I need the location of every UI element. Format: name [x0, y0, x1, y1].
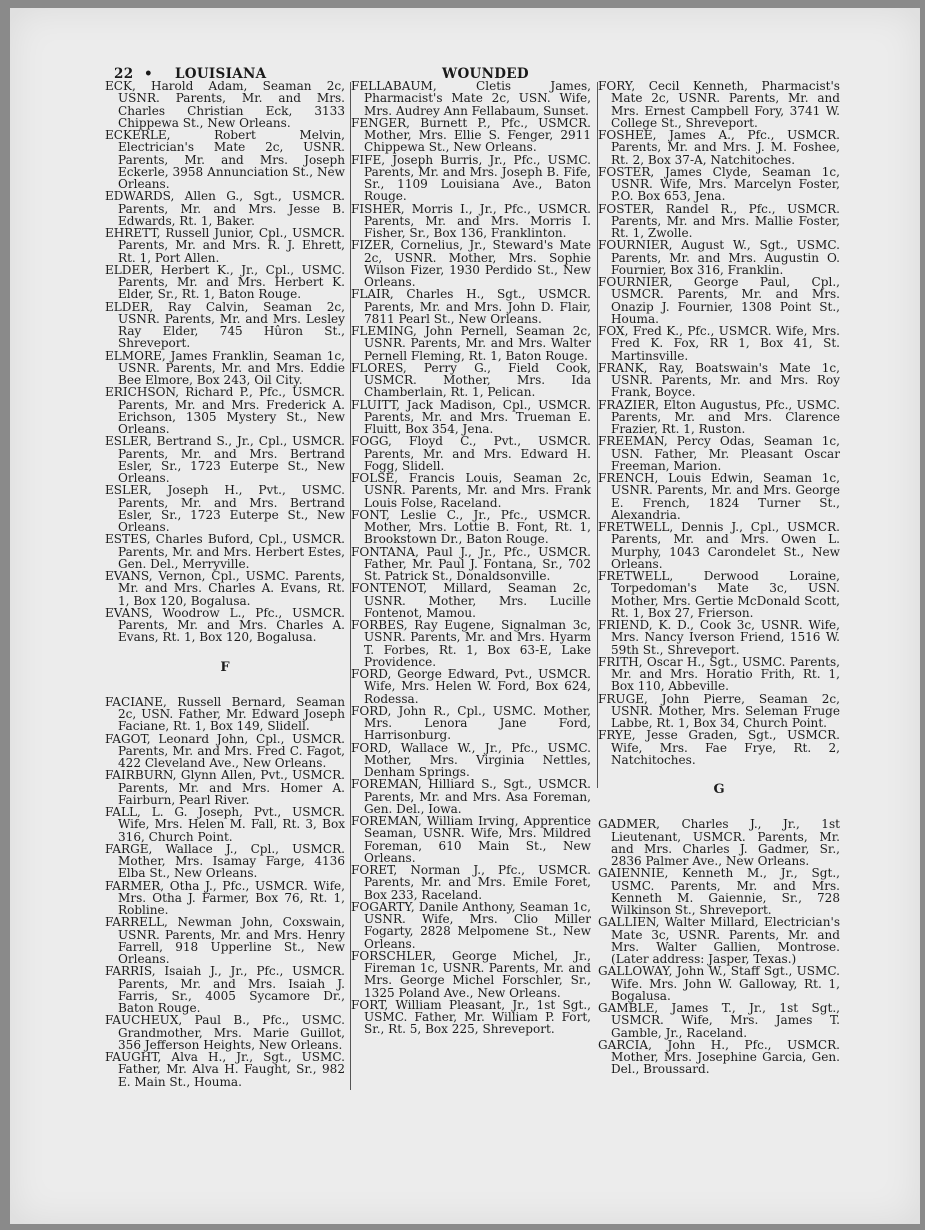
casualty-entry: FOSTER, James Clyde, Seaman 1c, USNR. Wife, Mrs. Marcelyn Foster, P.O. Box 653, Jena. — [598, 164, 840, 204]
casualty-entry: FRANK, Ray, Boatswain's Mate 1c, USNR. Parents, Mr. and Mrs. Roy Frank, Boyce. — [598, 360, 840, 400]
casualty-entry: FARGE, Wallace J., Cpl., USMCR. Mother, Mrs. Isamay Farge, 4136 Elba St., New Orleans. — [105, 841, 345, 881]
casualty-entry: FARMER, Otha J., Pfc., USMCR. Wife, Mrs. Otha J. Farmer, Box 76, Rt. 1, Robline. — [105, 878, 345, 917]
casualty-entry: ELDER, Herbert K., Jr., Cpl., USMC. Parents, Mr. and Mrs. Herbert K. Elder, Sr., Rt. 1, Baton Rouge. — [105, 262, 345, 302]
casualty-entry: FENGER, Burnett P., Pfc., USMCR. Mother, Mrs. Ellie S. Fenger, 2911 Chippewa St., New Orleans. — [351, 115, 591, 155]
casualty-entry: FOREMAN, Hilliard S., Sgt., USMCR. Parents, Mr. and Mrs. Asa Foreman, Gen. Del., Iowa. — [351, 777, 591, 816]
casualty-entry: GALLIEN, Walter Millard, Electrician's Mate 3c, USNR. Parents, Mr. and Mrs. Walter Gallien, Montrose. (Later address: Jasper, Texas.) — [598, 915, 840, 966]
casualty-entry: FARRIS, Isaiah J., Jr., Pfc., USMCR. Parents, Mr. and Mrs. Isaiah J. Farris, Sr., 4005 Sycamore Dr., Baton Rouge. — [105, 964, 345, 1015]
casualty-entry: FONTANA, Paul J., Jr., Pfc., USMCR. Father, Mr. Paul J. Fontana, Sr., 702 St. Patrick St., Donaldsonville. — [351, 544, 591, 583]
casualty-entry: FORY, Cecil Kenneth, Pharmacist's Mate 2c, USNR. Parents, Mr. and Mrs. Ernest Campbell Fory, 3741 W. College St., Shreveport. — [598, 79, 840, 130]
casualty-entry: FORBES, Ray Eugene, Signalman 3c, USNR. Parents, Mr. and Mrs. Hyarm T. Forbes, Rt. 1, Box 63-E, Lake Providence. — [351, 618, 591, 669]
casualty-entry: GARCIA, John H., Pfc., USMCR. Mother, Mrs. Josephine Garcia, Gen. Del., Broussard. — [598, 1037, 840, 1077]
casualty-entry: FRUGE, John Pierre, Seaman 2c, USNR. Mother, Mrs. Seleman Fruge Labbe, Rt. 1, Box 34, Church Point. — [598, 691, 840, 730]
casualty-entry: GAIENNIE, Kenneth M., Jr., Sgt., USMC. Parents, Mr. and Mrs. Kenneth M. Gaiennie, Sr., 728 Wilkinson St., Shreveport. — [598, 866, 840, 917]
column-2 — [351, 80, 591, 1036]
section-letter: G — [713, 782, 725, 797]
casualty-entry: ELMORE, James Franklin, Seaman 1c, USNR. Parents, Mr. and Mrs. Eddie Bee Elmore, Box 243, Oil City. — [105, 348, 345, 387]
casualty-entry: ECK, Harold Adam, Seaman 2c, USNR. Parents, Mr. and Mrs. Charles Christian Eck, 3133 Chippewa St., New Orleans. — [105, 79, 345, 130]
casualty-entry: FAUGHT, Alva H., Jr., Sgt., USMC. Father, Mr. Alva H. Faught, Sr., 982 E. Main St., Houma. — [105, 1050, 345, 1089]
casualty-entry: FRYE, Jesse Graden, Sgt., USMCR. Wife, Mrs. Fae Frye, Rt. 2, Natchitoches. — [598, 728, 840, 767]
casualty-entry: FONTENOT, Millard, Seaman 2c, USNR. Mother, Mrs. Lucille Fontenot, Mamou. — [351, 581, 591, 620]
column-1 — [105, 80, 345, 1088]
casualty-entry: FOGARTY, Danile Anthony, Seaman 1c, USNR. Wife, Mrs. Clio Miller Fogarty, 2828 Melpomene St., New Orleans. — [351, 899, 591, 951]
column-3 — [598, 80, 840, 1076]
casualty-entry: EDWARDS, Allen G., Sgt., USMCR. Parents, Mr. and Mrs. Jesse B. Edwards, Rt. 1, Baker. — [105, 189, 345, 228]
casualty-entry: FORET, Norman J., Pfc., USMCR. Parents, Mr. and Mrs. Emile Foret, Box 233, Raceland. — [351, 863, 591, 902]
casualty-entry: FLEMING, John Pernell, Seaman 2c, USNR. Parents, Mr. and Mrs. Walter Pernell Fleming, Rt. 1, Baton Rouge. — [351, 324, 591, 363]
casualty-entry: FALL, L. G. Joseph, Pvt., USMCR. Wife, Mrs. Helen M. Fall, Rt. 3, Box 316, Church Point. — [105, 805, 345, 844]
casualty-entry: FLUITT, Jack Madison, Cpl., USMCR. Parents, Mr. and Mrs. Trueman E. Fluitt, Box 354, Jena. — [351, 397, 591, 436]
casualty-entry: FRETWELL, Derwood Loraine, Torpedoman's Mate 3c, USN. Mother, Mrs. Gertie McDonald Scott, Rt. 1, Box 27, Frierson. — [598, 569, 840, 620]
casualty-entry: FISHER, Morris I., Jr., Pfc., USMCR. Parents, Mr. and Mrs. Morris I. Fisher, Sr., Box 136, Franklinton. — [351, 201, 591, 240]
casualty-entry: FORSCHLER, George Michel, Jr., Fireman 1c, USNR. Parents, Mr. and Mrs. George Michel Forschler, Sr., 1325 Poland Ave., New Orleans. — [351, 948, 591, 1000]
section-letter: F — [220, 659, 230, 675]
casualty-entry: ESLER, Bertrand S., Jr., Cpl., USMCR. Parents, Mr. and Mrs. Bertrand Esler, Sr., 1723 Euterpe St., New Orleans. — [105, 434, 345, 485]
casualty-entry: ELDER, Ray Calvin, Seaman 2c, USNR. Parents, Mr. and Mrs. Lesley Ray Elder, 745 Hûron St., Shreveport. — [105, 299, 345, 351]
casualty-entry: FAGOT, Leonard John, Cpl., USMCR. Parents, Mr. and Mrs. Fred C. Fagot, 422 Cleveland Ave., New Orleans. — [105, 731, 345, 770]
casualty-entry: FOREMAN, William Irving, Apprentice Seaman, USNR. Wife, Mrs. Mildred Foreman, 610 Main St., New Orleans. — [351, 814, 591, 865]
casualty-entry: FRITH, Oscar H., Sgt., USMC. Parents, Mr. and Mrs. Horatio Frith, Rt. 1, Box 110, Abbeville. — [598, 654, 840, 694]
casualty-entry: FRIEND, K. D., Cook 3c, USNR. Wife, Mrs. Nancy Iverson Friend, 1516 W. 59th St., Shreveport. — [598, 618, 840, 657]
state-title: LOUISIANA — [175, 66, 267, 82]
section-title: WOUNDED — [442, 66, 529, 82]
casualty-entry: FOURNIER, August W., Sgt., USMC. Parents, Mr. and Mrs. Augustin O. Fournier, Box 316, Franklin. — [598, 238, 840, 277]
casualty-entry: FACIANE, Russell Bernard, Seaman 2c, USN. Father, Mr. Edward Joseph Faciane, Rt. 1, Box 149, Slidell. — [105, 694, 345, 734]
casualty-entry: FOX, Fred K., Pfc., USMCR. Wife, Mrs. Fred K. Fox, RR 1, Box 41, St. Martinsville. — [598, 324, 840, 363]
casualty-entry: FRENCH, Louis Edwin, Seaman 1c, USNR. Parents, Mr. and Mrs. George E. French, 1824 Turner St., Alexandria. — [598, 471, 840, 522]
casualty-entry: FIZER, Cornelius, Jr., Steward's Mate 2c, USNR. Mother, Mrs. Sophie Wilson Fizer, 1930 Perdido St., New Orleans. — [351, 238, 591, 289]
casualty-entry: EVANS, Woodrow L., Pfc., USMCR. Parents, Mr. and Mrs. Charles A. Evans, Rt. 1, Box 120, Bogalusa. — [105, 605, 345, 645]
casualty-entry: FOLSE, Francis Louis, Seaman 2c, USNR. Parents, Mr. and Mrs. Frank Louis Folse, Raceland. — [351, 471, 591, 510]
casualty-entry: ESLER, Joseph H., Pvt., USMC. Parents, Mr. and Mrs. Bertrand Esler, Sr., 1723 Euterpe St., New Orleans. — [105, 483, 345, 534]
casualty-entry: FIFE, Joseph Burris, Jr., Pfc., USMC. Parents, Mr. and Mrs. Joseph B. Fife, Sr., 1109 Louisiana Ave., Baton Rouge. — [351, 152, 591, 204]
casualty-entry: ERICHSON, Richard P., Pfc., USMCR. Parents, Mr. and Mrs. Frederick A. Erichson, 1305 Mystery St., New Orleans. — [105, 385, 345, 436]
casualty-entry: FORT, William Pleasant, Jr., 1st Sgt., USMC. Father, Mr. William P. Fort, Sr., Rt. 5, Box 225, Shreveport. — [351, 997, 591, 1037]
casualty-entry: FONT, Leslie C., Jr., Pfc., USMCR. Mother, Mrs. Lottie B. Font, Rt. 1, Brookstown Dr., Baton Rouge. — [351, 507, 591, 547]
casualty-entry: GALLOWAY, John W., Staff Sgt., USMC. Wife. Mrs. John W. Galloway, Rt. 1, Bogalusa. — [598, 964, 840, 1003]
casualty-entry: FLORES, Perry G., Field Cook, USMCR. Mother, Mrs. Ida Chamberlain, Rt. 1, Pelican. — [351, 360, 591, 400]
page-number: 22 — [114, 66, 134, 82]
casualty-entry: FORD, George Edward, Pvt., USMCR. Wife, Mrs. Helen W. Ford, Box 624, Rodessa. — [351, 667, 591, 706]
casualty-entry: FAUCHEUX, Paul B., Pfc., USMC. Grandmother, Mrs. Marie Guillot, 356 Jefferson Heights, New Orleans. — [105, 1013, 345, 1052]
casualty-entry: ESTES, Charles Buford, Cpl., USMCR. Parents, Mr. and Mrs. Herbert Estes, Gen. Del., Merryville. — [105, 532, 345, 571]
casualty-entry: GAMBLE, James T., Jr., 1st Sgt., USMCR. Wife, Mrs. James T. Gamble, Jr., Raceland. — [598, 1001, 840, 1040]
casualty-entry: FOSHEE, James A., Pfc., USMCR. Parents, Mr. and Mrs. J. M. Foshee, Rt. 2, Box 37-A, Natchitoches. — [598, 128, 840, 167]
casualty-entry: FRETWELL, Dennis J., Cpl., USMCR. Parents, Mr. and Mrs. Owen L. Murphy, 1043 Carondelet St., New Orleans. — [598, 520, 840, 571]
casualty-entry: EVANS, Vernon, Cpl., USMC. Parents, Mr. and Mrs. Charles A. Evans, Rt. 1, Box 120, Bogalusa. — [105, 569, 345, 608]
header-bullet: • — [144, 66, 153, 82]
casualty-entry: FOGG, Floyd C., Pvt., USMCR. Parents, Mr. and Mrs. Edward H. Fogg, Slidell. — [351, 434, 591, 473]
casualty-entry: FOSTER, Randel R., Pfc., USMCR. Parents, Mr. and Mrs. Mallie Foster, Rt. 1, Zwolle. — [598, 201, 840, 240]
casualty-entry: FELLABAUM, Cletis James, Pharmacist's Mate 2c, USN. Wife, Mrs. Audrey Ann Fellabaum, Sunset. — [351, 79, 591, 118]
casualty-entry: FOURNIER, George Paul, Cpl., USMCR. Parents, Mr. and Mrs. Onazip J. Fournier, 1308 Point St., Houma. — [598, 275, 840, 326]
casualty-entry: FAIRBURN, Glynn Allen, Pvt., USMCR. Parents, Mr. and Mrs. Homer A. Fairburn, Pearl River. — [105, 768, 345, 807]
casualty-entry: FREEMAN, Percy Odas, Seaman 1c, USN. Father, Mr. Pleasant Oscar Freeman, Marion. — [598, 434, 840, 473]
casualty-entry: FORD, Wallace W., Jr., Pfc., USMC. Mother, Mrs. Virginia Nettles, Denham Springs. — [351, 740, 591, 779]
casualty-entry: GADMER, Charles J., Jr., 1st Lieutenant, USMCR. Parents, Mr. and Mrs. Charles J. Gadmer, Sr., 2836 Palmer Ave., New Orleans. — [598, 817, 840, 868]
casualty-entry: FORD, John R., Cpl., USMC. Mother, Mrs. Lenora Jane Ford, Harrisonburg. — [351, 703, 591, 743]
casualty-entry: ECKERLE, Robert Melvin, Electrician's Mate 2c, USNR. Parents, Mr. and Mrs. Joseph Eckerle, 3958 Annunciation St., New Orleans. — [105, 128, 345, 191]
casualty-entry: FLAIR, Charles H., Sgt., USMCR. Parents, Mr. and Mrs. John D. Flair, 7811 Pearl St., New Orleans. — [351, 287, 591, 326]
casualty-entry: FARRELL, Newman John, Coxswain, USNR. Parents, Mr. and Mrs. Henry Farrell, 918 Upperline St., New Orleans. — [105, 915, 345, 966]
casualty-entry: FRAZIER, Elton Augustus, Pfc., USMC. Parents, Mr. and Mrs. Clarence Frazier, Rt. 1, Ruston. — [598, 397, 840, 436]
casualty-entry: EHRETT, Russell Junior, Cpl., USMCR. Parents, Mr. and Mrs. R. J. Ehrett, Rt. 1, Port Allen. — [105, 226, 345, 265]
